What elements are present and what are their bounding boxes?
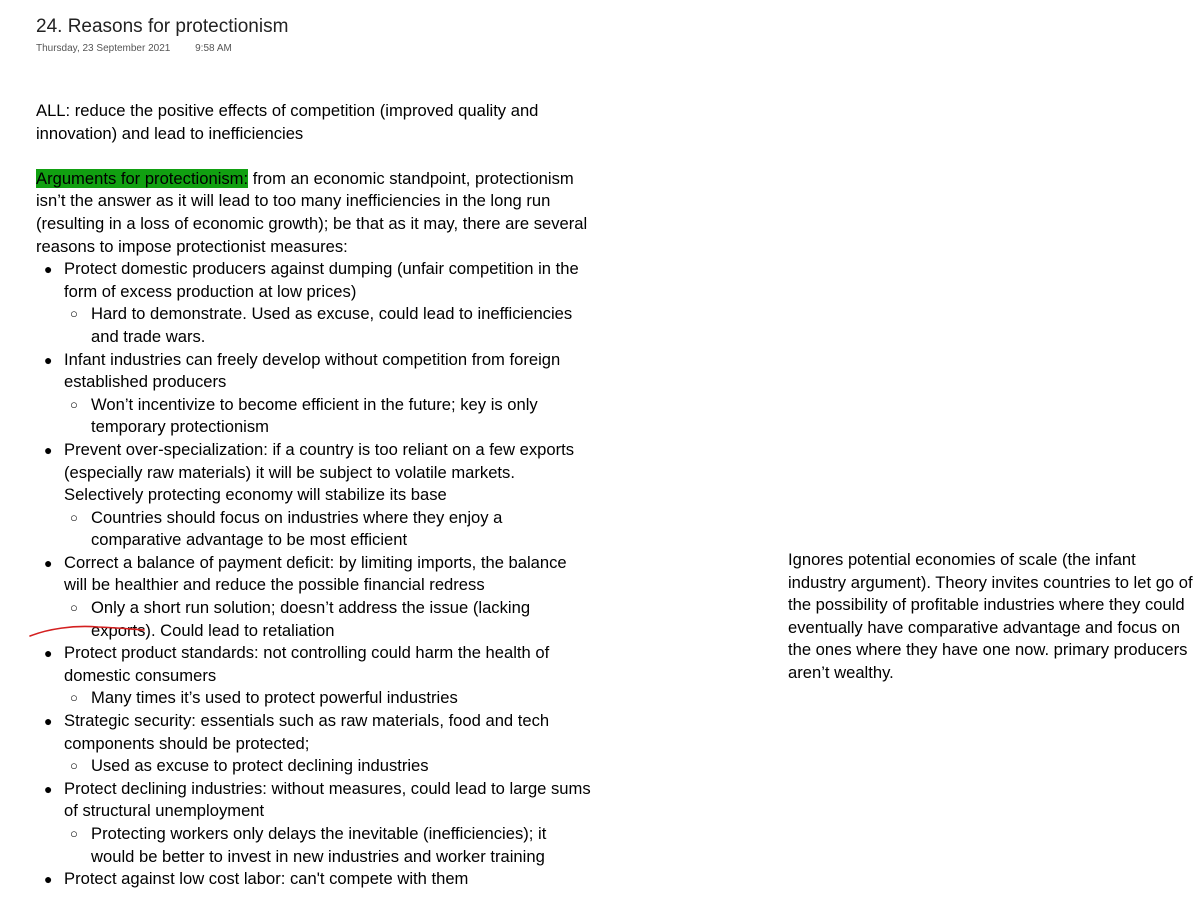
sub-list-item [64, 507, 592, 552]
ink-stroke-path [30, 626, 144, 636]
sub-list [64, 823, 592, 868]
circle-bullet-icon: ○ [70, 600, 78, 616]
sub-list-item [64, 755, 592, 778]
list-item [36, 349, 592, 439]
page-date: Thursday, 23 September 2021 [36, 43, 171, 54]
arguments-paragraph [36, 168, 592, 258]
side-note: Ignores potential economies of scale (the infant industry argument). Theory invites countries to let go of the possibility of profitable industries where they could eventually have comparative advantage and focus on the ones where they have one now. primary producers aren’t wealthy. [788, 550, 1193, 682]
circle-bullet-icon: ○ [70, 826, 78, 841]
list-item [36, 258, 592, 348]
bullet-icon: ● [44, 441, 53, 458]
bullet-icon: ● [44, 261, 53, 278]
bullet-icon: ● [44, 351, 53, 368]
ink-stroke [28, 623, 148, 641]
circle-bullet-icon: ○ [70, 758, 78, 774]
list-item [36, 710, 592, 778]
page-time: 9:58 AM [195, 43, 232, 54]
sub-list-item [64, 823, 592, 868]
bullet-icon: ● [44, 713, 53, 730]
list-item [36, 642, 592, 710]
bullet-text: Protect against low cost labor: can't compete with them [64, 869, 469, 889]
bullet-text: Protect domestic producers against dumping (unfair competition in the form of excess production at low prices) [64, 259, 579, 301]
sub-list [64, 755, 592, 778]
page-title: 24. Reasons for protectionism [36, 16, 289, 37]
sub-list [64, 394, 592, 439]
page-meta [36, 43, 232, 54]
sub-list-item [64, 687, 592, 710]
circle-bullet-icon: ○ [70, 690, 78, 706]
sub-bullet-text: Protecting workers only delays the inevitable (inefficiencies); it would be better to invest in new industries and worker training [91, 824, 547, 866]
sub-list [64, 687, 592, 710]
circle-bullet-icon: ○ [70, 509, 78, 525]
sub-list-item [64, 394, 592, 439]
list-item [36, 439, 592, 552]
bullet-icon: ● [44, 780, 53, 797]
argument-list [36, 258, 592, 891]
sub-bullet-text: Countries should focus on industries where they enjoy a comparative advantage to be most efficient [91, 507, 503, 550]
intro-paragraph: ALL: reduce the positive effects of competition (improved quality and innovation) and lead to inefficiencies [36, 101, 539, 143]
bullet-icon: ● [44, 554, 53, 571]
bullet-icon: ● [44, 871, 53, 888]
sub-bullet-text: Only a short run solution; doesn’t address the issue (lacking exports). Could lead to retaliation [91, 598, 531, 640]
bullet-icon: ● [44, 645, 53, 662]
sub-list [64, 507, 592, 552]
arguments-heading-highlight: Arguments for protectionism: [36, 168, 249, 188]
sub-bullet-text: Won’t incentivize to become efficient in the future; key is only temporary protectionism [91, 394, 538, 437]
sub-bullet-text: Hard to demonstrate. Used as excuse, could lead to inefficiencies and trade wars. [91, 304, 573, 346]
arguments-text: from an economic standpoint, protectionism isn’t the answer as it will lead to too many inefficiencies in the long run (resulting in a loss of economic growth); be that as it may, there are several reasons to impose protectionist measures: [36, 168, 588, 256]
sub-list-item [64, 303, 592, 348]
bullet-text: Strategic security: essentials such as raw materials, food and tech components should be protected; [64, 711, 550, 753]
circle-bullet-icon: ○ [70, 396, 78, 412]
bullet-text: Infant industries can freely develop without competition from foreign established producers [64, 349, 561, 392]
paragraph-gap [36, 145, 592, 168]
circle-bullet-icon: ○ [70, 306, 78, 322]
bullet-text: Prevent over-specialization: if a country is too reliant on a few exports (especially raw materials) it will be subject to volatile markets. Selectively protecting economy will stabilize its base [64, 439, 575, 505]
list-item [36, 778, 592, 868]
note-body [36, 100, 592, 891]
list-item [36, 868, 592, 891]
sub-bullet-text: Many times it’s used to protect powerful industries [91, 688, 458, 708]
bullet-text: Correct a balance of payment deficit: by limiting imports, the balance will be healthier and reduce the possible financial redress [64, 552, 567, 595]
sub-bullet-text: Used as excuse to protect declining industries [91, 756, 429, 776]
bullet-text: Protect declining industries: without measures, could lead to large sums of structural unemployment [64, 778, 591, 821]
bullet-text: Protect product standards: not controlling could harm the health of domestic consumers [64, 643, 550, 685]
sub-list [64, 303, 592, 348]
